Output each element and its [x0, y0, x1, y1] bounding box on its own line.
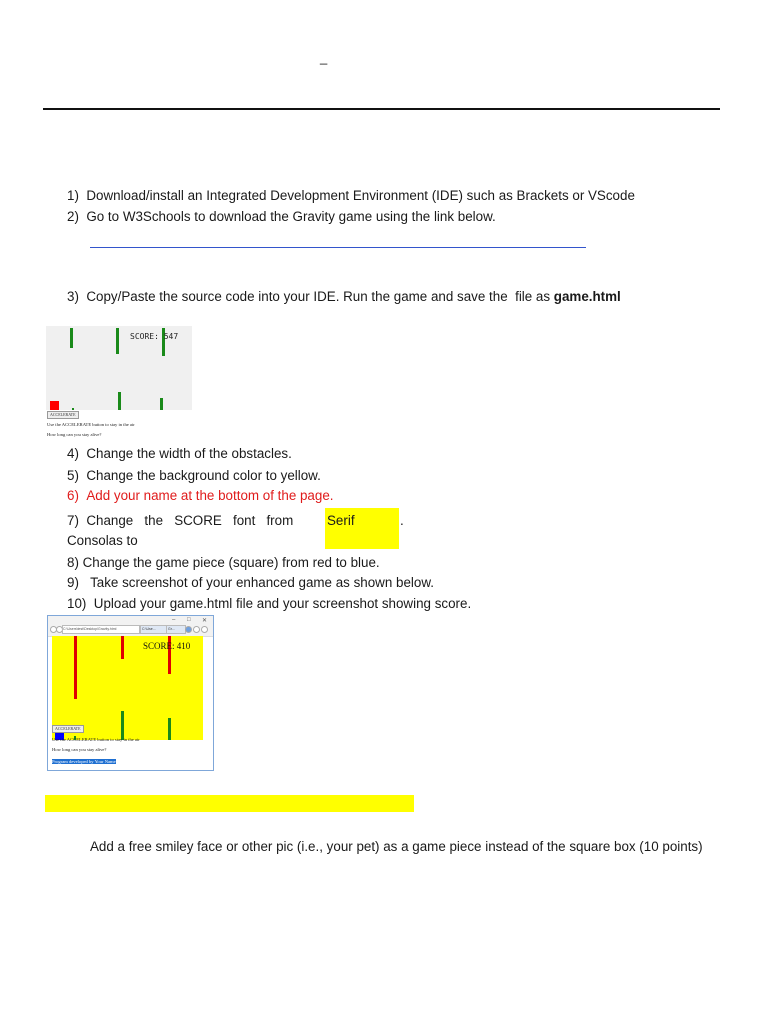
step-2: 2) Go to W3Schools to download the Gravity game using the link below. — [67, 209, 496, 224]
serif-label: Serif — [327, 513, 355, 528]
author-credit-text: Program developed by Your Name — [52, 759, 116, 764]
emoji-icon[interactable] — [201, 626, 208, 633]
link-underline[interactable] — [90, 247, 586, 248]
obstacle-bottom-green — [168, 718, 171, 740]
step-8: 8) Change the game piece (square) from red to blue. — [67, 555, 380, 570]
smiley-icon[interactable] — [185, 626, 192, 633]
enhanced-game-screenshot — [47, 615, 214, 771]
instruction-text: Use the ACCELERATE button to stay in the air — [52, 737, 140, 742]
minimize-icon[interactable]: – — [172, 617, 176, 623]
step-3-text: 3) Copy/Paste the source code into your IDE. Run the game and save the file as — [67, 289, 554, 304]
game-piece-red-square — [50, 401, 59, 410]
step-1: 1) Download/install an Integrated Development Environment (IDE) such as Brackets or VScode — [67, 188, 635, 203]
obstacle-top — [70, 328, 73, 348]
accelerate-button[interactable]: ACCELERATE — [52, 725, 84, 733]
browser-toolbar — [48, 616, 213, 637]
step-4: 4) Change the width of the obstacles. — [67, 446, 292, 461]
score-display: SCORE: 410 — [143, 641, 191, 651]
maximize-icon[interactable]: □ — [187, 617, 191, 623]
step-9: 9) Take screenshot of your enhanced game as shown below. — [67, 575, 434, 590]
close-icon[interactable]: ✕ — [202, 618, 208, 624]
original-game-screenshot — [46, 326, 192, 441]
step-7-period: . — [400, 513, 404, 528]
bonus-task: Add a free smiley face or other pic (i.e., your pet) as a game piece instead of the square box (10 points) — [90, 839, 703, 854]
highlight-bar — [45, 795, 414, 812]
obstacle-bottom — [160, 398, 163, 410]
obstacle-bottom — [72, 408, 74, 410]
accelerate-button[interactable]: ACCELERATE — [47, 411, 79, 419]
obstacle-top — [116, 328, 119, 354]
serif-highlight-box — [325, 508, 399, 549]
step-6: 6) Add your name at the bottom of the page. — [67, 488, 334, 503]
obstacle-bottom — [118, 392, 121, 410]
step-5: 5) Change the background color to yellow. — [67, 468, 321, 483]
question-text: How long can you stay alive? — [47, 432, 102, 437]
instruction-text: Use the ACCELERATE button to stay in the air — [47, 422, 135, 427]
settings-icon[interactable] — [193, 626, 200, 633]
title-placeholder-dash: _ — [320, 50, 328, 65]
horizontal-rule — [43, 108, 720, 110]
browser-tab-1[interactable]: C:\Use... — [140, 625, 168, 634]
step-10: 10) Upload your game.html file and your screenshot showing score. — [67, 596, 472, 611]
score-display: SCORE: 547 — [130, 332, 179, 341]
step-3 — [67, 289, 621, 305]
step-7-line-1: 7) Change the SCORE font from — [67, 513, 294, 528]
browser-tab-2[interactable]: Gr... — [166, 625, 186, 634]
question-text: How long can you stay alive? — [52, 747, 107, 752]
address-bar[interactable]: C:\Users\test\Desktop\Gravity.html — [62, 625, 140, 634]
obstacle-bottom-green — [121, 711, 124, 740]
obstacle-top-red — [121, 636, 124, 659]
obstacle-top-red — [74, 636, 77, 699]
step-7-line-2: Consolas to — [67, 533, 138, 548]
step-3-filename: game.html — [553, 289, 621, 304]
game-canvas — [46, 326, 192, 410]
